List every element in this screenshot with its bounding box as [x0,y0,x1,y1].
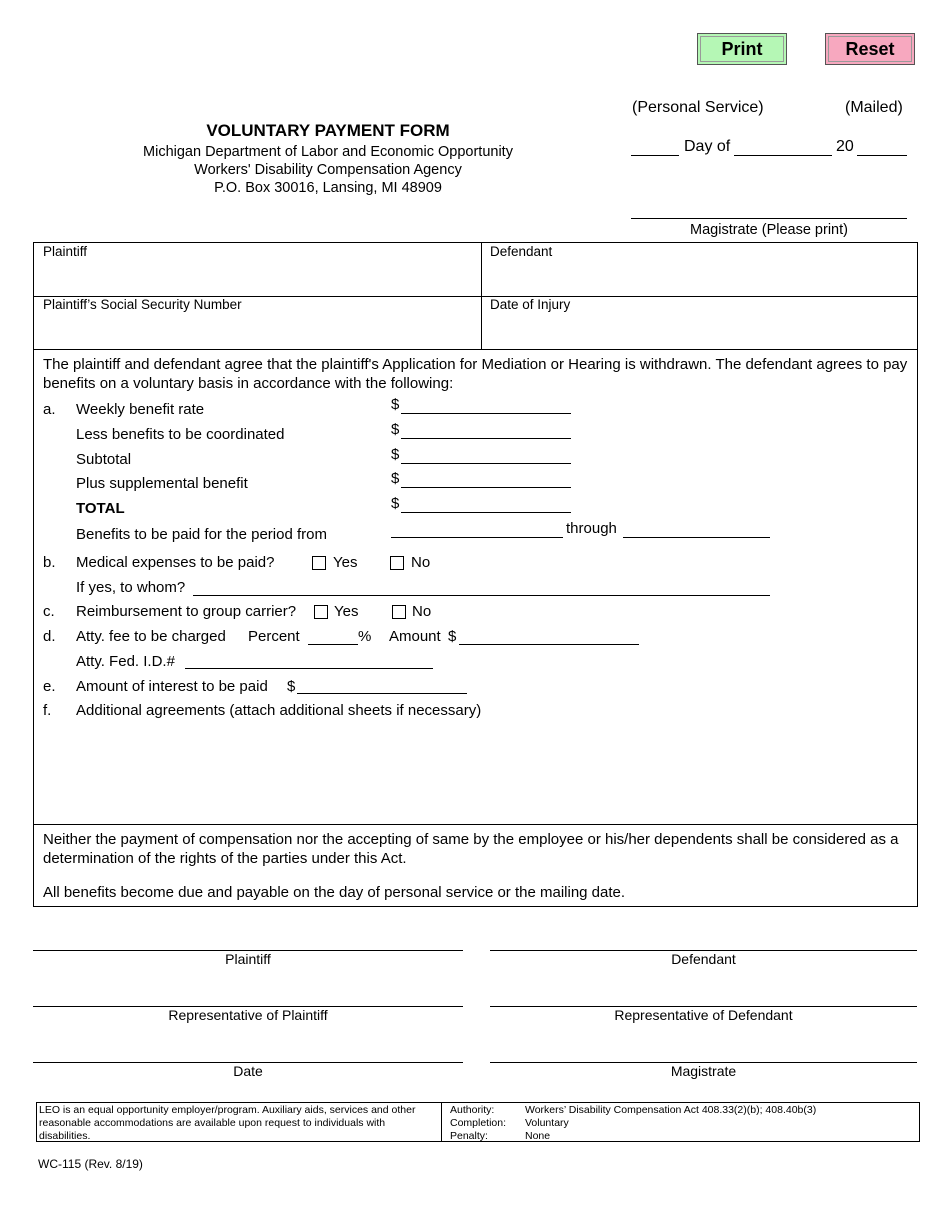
completion-label: Completion: [450,1117,507,1129]
atty-fee-label: Atty. fee to be charged [76,628,226,645]
atty-amount-field[interactable] [459,644,639,645]
agency-address: P.O. Box 30016, Lansing, MI 48909 [214,180,442,196]
additional-label: Additional agreements (attach additional sheets if necessary) [76,702,482,719]
through-label: through [566,520,617,537]
interest-label: Amount of interest to be paid [76,678,268,695]
item-e-letter: e. [43,678,56,695]
item-d-letter: d. [43,628,56,645]
if-yes-label: If yes, to whom? [76,579,186,596]
magistrate-print-label: Magistrate (Please print) [690,222,848,238]
percent-sign: % [358,628,372,645]
day-of-label: Day of [684,138,731,155]
medical-no-label: No [411,554,431,571]
dollar-sign: $ [391,470,400,487]
less-benefits-label: Less benefits to be coordinated [76,426,285,443]
medical-no-checkbox[interactable] [390,556,404,570]
agreement-intro: The plaintiff and defendant agree that the plaintiff's Application for Mediation or Hearing is withdrawn. The defendant agrees to pay benefits on a voluntary basis in accordance with the following: [43,356,908,392]
percent-field[interactable] [308,644,358,645]
total-field[interactable] [401,512,571,513]
weekly-rate-label: Weekly benefit rate [76,401,205,418]
date-of-injury-label: Date of Injury [490,297,571,312]
defendant-signature-label: Defendant [671,951,736,967]
period-from-field[interactable] [391,537,563,538]
ssn-field[interactable] [36,315,478,345]
magistrate-print-field[interactable] [631,218,907,219]
dollar-sign: $ [391,396,400,413]
plaintiff-label: Plaintiff [43,244,88,259]
total-label: TOTAL [76,500,125,517]
penalty-label: Penalty: [450,1130,488,1142]
supplemental-field[interactable] [401,487,571,488]
ssn-label: Plaintiff’s Social Security Number [43,297,242,312]
reimbursement-yes-label: Yes [334,603,359,620]
item-a-letter: a. [43,401,56,418]
reimbursement-yes-checkbox[interactable] [314,605,328,619]
period-from-label: Benefits to be paid for the period from [76,526,327,543]
reimbursement-no-label: No [412,603,432,620]
notice-divider [33,824,918,825]
footer-divider [441,1102,442,1142]
if-yes-field[interactable] [193,595,770,596]
defendant-field[interactable] [484,262,914,292]
item-b-letter: b. [43,554,56,571]
subtotal-field[interactable] [401,463,571,464]
subtotal-label: Subtotal [76,451,132,468]
atty-fed-id-field[interactable] [185,668,433,669]
year-field[interactable] [857,155,907,156]
percent-label: Percent [248,628,300,645]
period-through-field[interactable] [623,537,770,538]
dollar-sign: $ [391,446,400,463]
authority-label: Authority: [450,1104,495,1116]
date-of-injury-field[interactable] [484,315,914,345]
item-c-letter: c. [43,603,55,620]
print-button[interactable]: Print [697,33,787,65]
form-title: VOLUNTARY PAYMENT FORM [206,121,450,140]
amount-label: Amount [389,628,441,645]
less-benefits-field[interactable] [401,438,571,439]
additional-agreements-field[interactable] [40,724,910,818]
weekly-rate-field[interactable] [401,413,571,414]
agency-name: Workers' Disability Compensation Agency [194,162,462,178]
notice-due-payable: All benefits become due and payable on the day of personal service or the mailing date. [43,884,626,901]
medical-label: Medical expenses to be paid? [76,554,275,571]
year-prefix-label: 20 [836,138,854,155]
agency-department: Michigan Department of Labor and Economic Opportunity [143,144,513,160]
form-number: WC-115 (Rev. 8/19) [38,1157,143,1171]
date-signature-label: Date [233,1063,263,1079]
personal-service-label: (Personal Service) [632,99,764,116]
defendant-label: Defendant [490,244,553,259]
dollar-sign: $ [448,628,457,645]
interest-field[interactable] [297,693,467,694]
medical-yes-checkbox[interactable] [312,556,326,570]
mailed-label: (Mailed) [845,99,903,116]
dollar-sign: $ [391,495,400,512]
authority-value: Workers’ Disability Compensation Act 408.33(2)(b); 408.40b(3) [525,1104,817,1116]
equal-opportunity-notice: LEO is an equal opportunity employer/program. Auxiliary aids, services and other reasonable accommodations are available upon request to individuals with disabilities. [39,1104,416,1142]
plaintiff-field[interactable] [36,262,478,292]
magistrate-signature-label: Magistrate [670,1063,737,1079]
reimbursement-label: Reimbursement to group carrier? [76,603,297,620]
dollar-sign: $ [287,678,296,695]
reset-button[interactable]: Reset [825,33,915,65]
completion-value: Voluntary [525,1117,569,1129]
dollar-sign: $ [391,421,400,438]
atty-fed-id-label: Atty. Fed. I.D.# [76,653,175,670]
plaintiff-signature-label: Plaintiff [225,951,271,967]
notice-determination: Neither the payment of compensation nor the accepting of same by the employee or his/her dependents shall be considered as a determination of the rights of the parties under this Act. [43,831,899,867]
month-field[interactable] [734,155,832,156]
parties-bottom-divider [33,349,918,350]
penalty-value: None [525,1130,551,1142]
rep-defendant-signature-label: Representative of Defendant [614,1007,793,1023]
item-f-letter: f. [43,702,52,719]
reimbursement-no-checkbox[interactable] [392,605,406,619]
supplemental-label: Plus supplemental benefit [76,475,248,492]
rep-plaintiff-signature-label: Representative of Plaintiff [168,1007,328,1023]
day-field[interactable] [631,155,679,156]
medical-yes-label: Yes [333,554,358,571]
